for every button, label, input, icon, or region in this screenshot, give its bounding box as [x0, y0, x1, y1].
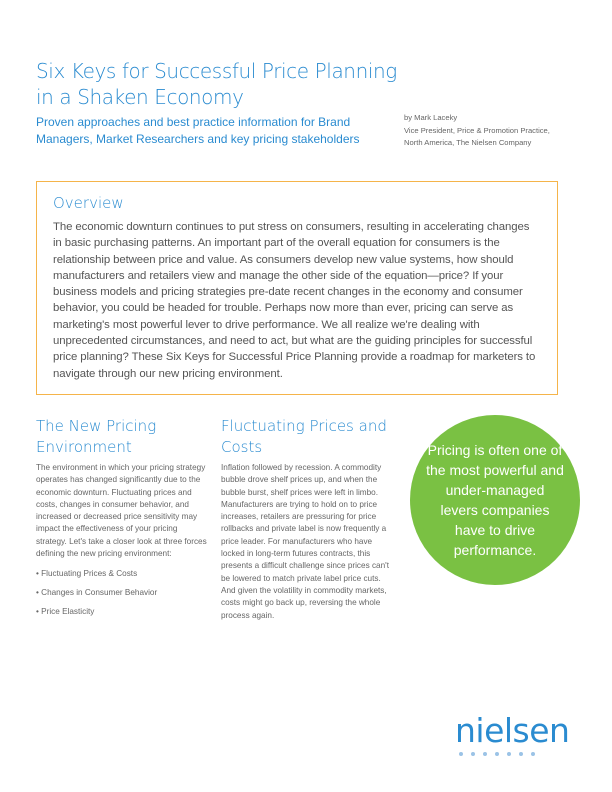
- byline-org: North America, The Nielsen Company: [404, 138, 532, 147]
- pricing-environment-section: [36, 416, 208, 625]
- document-title: Six Keys for Successful Price Planning in a Shaken Economy: [36, 59, 397, 109]
- list-item: • Price Elasticity: [36, 606, 208, 618]
- callout-text: Pricing is often one of the most powerful and under-managed levers companies have to drive performance.: [426, 442, 564, 558]
- fluctuating-prices-section: [221, 416, 397, 622]
- callout-circle: [410, 415, 580, 585]
- logo-wordmark: nielsen: [455, 711, 570, 750]
- overview-box: [36, 181, 558, 395]
- forces-list: [36, 568, 208, 618]
- byline-author: by Mark Laceky: [404, 113, 458, 122]
- overview-body: The economic downturn continues to put stress on consumers, resulting in accelerating changes in basic purchasing patterns. An important part of the overall equation for consumers is the relationship between price and value. As consumers develop new value systems, how should manufacturers and retailers view and manage the other side of the equation—price? If your business models and pricing strategies pre-date recent changes in the economy and consumer behavior, you could be headed for trouble. Perhaps now more than ever, pricing can serve as marketing's most powerful lever to drive performance. We all realize we're dealing with unprecedented circumstances, and need to act, but what are the guiding principles for successful price planning? These Six Keys for Successful Price Planning provide a roadmap for marketers to navigate through our new pricing environment.: [53, 221, 536, 380]
- fluctuating-prices-body: Inflation followed by recession. A commodity bubble drove shelf prices up, and when the bubble burst, shelf prices were left in limbo. Manufacturers are trying to hold on to price increases, retailers are pressuring for price rollbacks and private label is now frequently a price leader. For manufacturers who have locked in long-term futures contracts, this presents a difficult challenge since prices can't be lowered to match private label price cuts. And given the volatility in commodity markets, costs might go back up, reversing the whole process again.: [221, 463, 389, 620]
- list-item: • Changes in Consumer Behavior: [36, 587, 208, 599]
- pricing-environment-heading: The New Pricing Environment: [36, 417, 157, 456]
- document-subtitle: Proven approaches and best practice information for Brand Managers, Market Researchers and key pricing stakeholders: [36, 115, 360, 146]
- pricing-environment-body: The environment in which your pricing strategy operates has changed significantly due to the economic downturn. Fluctuating prices and costs, changes in consumer behavior, and increased or decreased price sensitivity may impact the effectiveness of your pricing strategy. Let's take a closer look at three forces defining the new pricing environment:: [36, 463, 207, 559]
- logo-dots: [459, 752, 585, 756]
- list-item: • Fluctuating Prices & Costs: [36, 568, 208, 580]
- byline: [404, 112, 604, 150]
- nielsen-logo: [455, 712, 585, 762]
- overview-heading: Overview: [53, 194, 124, 212]
- byline-role: Vice President, Price & Promotion Practice,: [404, 125, 550, 135]
- fluctuating-prices-heading: Fluctuating Prices and Costs: [221, 417, 387, 456]
